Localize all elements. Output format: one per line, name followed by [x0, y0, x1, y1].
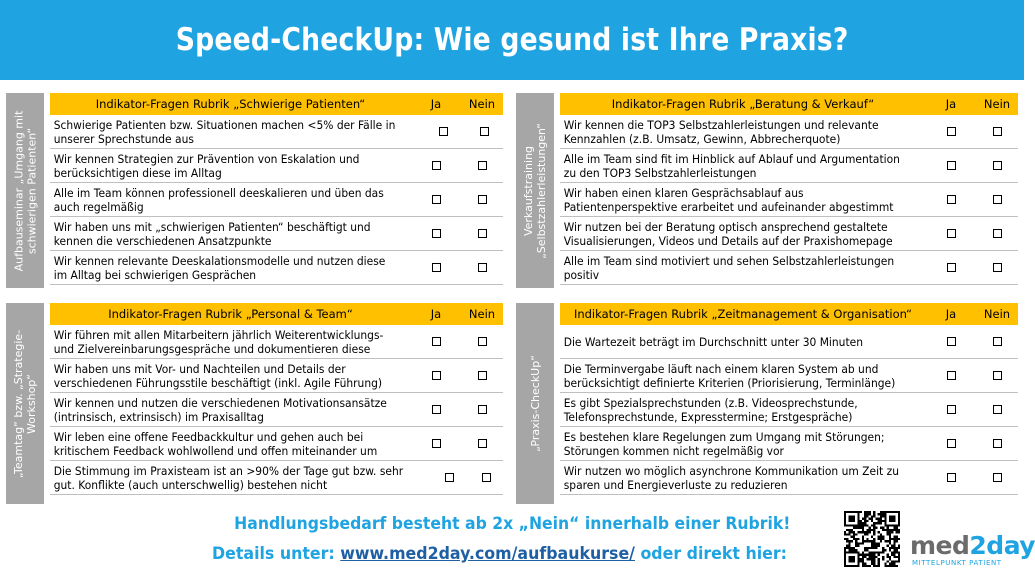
table-header [50, 303, 503, 325]
question-table [50, 303, 503, 495]
column-nein: Nein [983, 307, 1011, 321]
ja-checkbox[interactable] [947, 405, 956, 414]
table-row [50, 325, 503, 359]
table-row [560, 325, 1018, 359]
nein-checkbox[interactable] [478, 405, 487, 414]
table-row [560, 393, 1018, 427]
ja-checkbox[interactable] [947, 161, 956, 170]
ja-checkbox[interactable] [947, 337, 956, 346]
ja-checkbox[interactable] [432, 229, 441, 238]
table-row [560, 461, 1018, 495]
section-schwierige-patienten [6, 93, 503, 288]
table-header-title: Indikator-Fragen Rubrik „Schwierige Patienten“ [95, 97, 366, 111]
section-sidebar [516, 303, 554, 504]
nein-checkbox[interactable] [478, 337, 487, 346]
ja-checkbox[interactable] [445, 473, 454, 482]
ja-checkbox[interactable] [947, 229, 956, 238]
ja-checkbox[interactable] [947, 127, 956, 136]
ja-checkbox[interactable] [432, 371, 441, 380]
question-table [560, 93, 1018, 285]
question-text: Wir haben uns mit Vor- und Nachteilen und Details der verschiedenen Führungsstile beschäftigt (inkl. Agile Führung) [53, 361, 383, 390]
nein-checkbox[interactable] [478, 195, 487, 204]
section-beratung-verkauf [516, 93, 1018, 288]
nein-checkbox[interactable] [993, 405, 1002, 414]
table-row [50, 183, 503, 217]
details-line [212, 544, 787, 564]
table-row [50, 251, 503, 285]
question-text: Die Terminvergabe läuft nach einem klaren System ab und berücksichtigt definierte Kriterien (Priorisierung, Terminlänge) [563, 361, 896, 390]
section-sidebar-label: „Praxis-CheckUp“ [528, 355, 542, 452]
nein-checkbox[interactable] [478, 439, 487, 448]
column-nein: Nein [983, 97, 1011, 111]
ja-checkbox[interactable] [947, 195, 956, 204]
ja-checkbox[interactable] [947, 263, 956, 272]
action-note-text: Handlungsbedarf besteht ab 2x „Nein“ innerhalb einer Rubrik! [233, 514, 791, 534]
section-personal-team [6, 303, 503, 504]
ja-checkbox[interactable] [947, 371, 956, 380]
question-text: Wir nutzen bei der Beratung optisch ansprechend gestaltete Visualisierungen, Videos und Details auf der Praxishomepage [563, 219, 893, 248]
question-text: Alle im Team sind motiviert und sehen Selbstzahlerleistungen positiv [563, 253, 895, 282]
table-row [50, 359, 503, 393]
nein-checkbox[interactable] [993, 161, 1002, 170]
table-row [560, 251, 1018, 285]
question-text: Wir kennen die TOP3 Selbstzahlerleistungen und relevante Kennzahlen (z.B. Umsatz, Gewinn, Abbrecherquote) [563, 117, 879, 146]
details-suffix: oder direkt hier: [634, 544, 788, 564]
question-text: Wir kennen relevante Deeskalationsmodelle und nutzen diese im Alltag bei schwierigen Gesprächen [53, 253, 386, 282]
details-link[interactable]: www.med2day.com/aufbaukurse/ [340, 544, 635, 564]
table-header [50, 93, 503, 115]
table-row [560, 359, 1018, 393]
column-ja: Ja [430, 97, 442, 111]
question-text: Die Wartezeit beträgt im Durchschnitt unter 30 Minuten [563, 334, 864, 349]
table-row [50, 115, 503, 149]
column-nein: Nein [468, 97, 496, 111]
table-row [560, 115, 1018, 149]
question-table [560, 303, 1018, 495]
question-text: Es bestehen klare Regelungen zum Umgang mit Störungen; Störungen kommen nicht regelmäßig vor [563, 429, 885, 458]
nein-checkbox[interactable] [993, 195, 1002, 204]
table-header [560, 303, 1018, 325]
nein-checkbox[interactable] [993, 229, 1002, 238]
column-ja: Ja [430, 307, 442, 321]
logo-part-med: med [910, 531, 970, 560]
question-text: Wir kennen Strategien zur Prävention von Eskalation und berücksichtigen diese im Alltag [53, 151, 360, 180]
section-sidebar [6, 93, 44, 288]
table-row [50, 393, 503, 427]
nein-checkbox[interactable] [993, 127, 1002, 136]
table-row [560, 183, 1018, 217]
nein-checkbox[interactable] [993, 337, 1002, 346]
table-header-title: Indikator-Fragen Rubrik „Personal & Team“ [108, 307, 353, 321]
nein-checkbox[interactable] [482, 473, 491, 482]
column-ja: Ja [945, 307, 957, 321]
table-header-title: Indikator-Fragen Rubrik „Zeitmanagement & Organisation“ [573, 307, 913, 321]
nein-checkbox[interactable] [993, 371, 1002, 380]
table-row [50, 427, 503, 461]
question-text: Alle im Team können professionell deeskalieren und üben das auch regelmäßig [53, 185, 384, 214]
med2day-logo [910, 531, 1035, 567]
column-nein: Nein [468, 307, 496, 321]
section-sidebar-label: Verkaufstraining „Selbstzahlerleistungen“ [522, 122, 549, 259]
nein-checkbox[interactable] [478, 263, 487, 272]
question-text: Schwierige Patienten bzw. Situationen machen <5% der Fälle in unserer Sprechstunde aus [53, 117, 396, 146]
question-table [50, 93, 503, 285]
nein-checkbox[interactable] [993, 263, 1002, 272]
nein-checkbox[interactable] [478, 161, 487, 170]
question-text: Wir nutzen wo möglich asynchrone Kommunikation um Zeit zu sparen und Energieverluste zu reduzieren [563, 463, 900, 492]
ja-checkbox[interactable] [947, 439, 956, 448]
ja-checkbox[interactable] [432, 195, 441, 204]
question-text: Wir kennen und nutzen die verschiedenen Motivationsansätze (intrinsisch, extrinsisch) im Praxisalltag [53, 395, 387, 424]
section-sidebar-label: „Teamtag“ bzw. „Strategie- Workshop“ [12, 329, 38, 478]
question-text: Wir führen mit allen Mitarbeitern jährlich Weiterentwicklungs- und Zielvereinbarungsgespräche und dokumentieren diese [53, 327, 384, 356]
question-text: Alle im Team sind fit im Hinblick auf Ablauf und Argumentation zu den TOP3 Selbstzahlerleistungen [563, 151, 900, 180]
logo-tagline: MITTELPUNKT PATIENT [912, 559, 1002, 567]
ja-checkbox[interactable] [439, 127, 448, 136]
section-sidebar-label: Aufbauseminar „Umgang mit schwierigen Patienten“ [12, 110, 39, 271]
logo-part-2day: 2day [969, 531, 1035, 560]
nein-checkbox[interactable] [993, 439, 1002, 448]
qr-code-icon[interactable] [844, 511, 900, 567]
question-text: Wir haben einen klaren Gesprächsablauf aus Patientenperspektive erarbeitet und aufeinander abgestimmt [563, 185, 894, 214]
ja-checkbox[interactable] [432, 439, 441, 448]
table-header [560, 93, 1018, 115]
nein-checkbox[interactable] [480, 127, 489, 136]
column-ja: Ja [945, 97, 957, 111]
question-text: Es gibt Spezialsprechstunden (z.B. Videosprechstunde, Telefonsprechstunde, Expresstermine; Erstgespräche) [563, 395, 858, 424]
ja-checkbox[interactable] [947, 473, 956, 482]
question-text: Die Stimmung im Praxisteam ist an >90% der Tage gut bzw. sehr gut. Konflikte (auch unterschwellig) bestehen nicht [53, 463, 404, 492]
section-sidebar [516, 93, 554, 288]
question-text: Wir leben eine offene Feedbackkultur und gehen auch bei kritischem Feedback wohlwollend und offen miteinander um [53, 429, 378, 458]
nein-checkbox[interactable] [478, 229, 487, 238]
question-text: Wir haben uns mit „schwierigen Patienten“ beschäftigt und kennen die verschiedenen Ansatzpunkte [53, 219, 371, 248]
table-row [50, 217, 503, 251]
ja-checkbox[interactable] [432, 161, 441, 170]
nein-checkbox[interactable] [993, 473, 1002, 482]
table-row [560, 427, 1018, 461]
header-banner [0, 0, 1024, 80]
table-header-title: Indikator-Fragen Rubrik „Beratung & Verkauf“ [611, 97, 875, 111]
ja-checkbox[interactable] [432, 337, 441, 346]
logo-wordmark [910, 531, 1035, 560]
page-title: Speed-CheckUp: Wie gesund ist Ihre Praxis? [175, 22, 849, 58]
ja-checkbox[interactable] [432, 263, 441, 272]
table-row [560, 217, 1018, 251]
nein-checkbox[interactable] [478, 371, 487, 380]
section-zeitmanagement-organisation [516, 303, 1018, 504]
ja-checkbox[interactable] [432, 405, 441, 414]
section-sidebar [6, 303, 44, 504]
table-row [560, 149, 1018, 183]
table-row [50, 149, 503, 183]
details-prefix: Details unter: [212, 544, 341, 564]
table-row [50, 461, 503, 495]
